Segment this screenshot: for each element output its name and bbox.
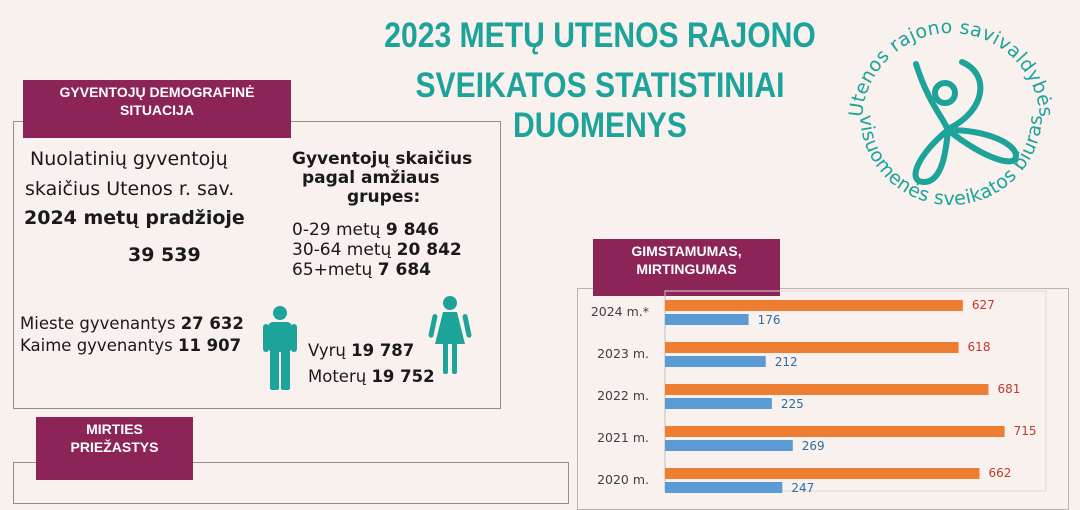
logo-figure-icon <box>916 62 1016 182</box>
bar-series-2 <box>665 398 772 409</box>
age-group-label: 65+metų <box>292 260 373 280</box>
population-text-line-2: skaičius Utenos r. sav. <box>25 178 235 200</box>
age-group-label: 0-29 metų <box>292 220 381 240</box>
age-group-value: 7 684 <box>377 260 431 280</box>
bar-series-2 <box>665 482 782 493</box>
data-label-series-2: 212 <box>774 355 798 369</box>
age-groups-title-3: grupes: <box>347 187 421 207</box>
logo-text-top: Utenos rajono savivaldybės <box>844 15 1057 119</box>
men-count <box>308 341 414 360</box>
rural-label: Kaime gyvenantys <box>20 336 173 355</box>
male-icon <box>263 306 297 392</box>
age-groups-title-1: Gyventojų skaičius <box>292 149 473 169</box>
bar-series-1 <box>665 300 963 311</box>
demography-tag-line-2: SITUACIJA <box>120 102 194 118</box>
rural-value: 11 907 <box>177 336 242 355</box>
age-group-65-plus <box>292 260 431 280</box>
bar-series-1 <box>665 384 988 395</box>
births-deaths-tag-line-2: MIRTINGUMAS <box>636 261 737 277</box>
data-label-series-1: 681 <box>997 382 1021 396</box>
data-label-series-2: 247 <box>791 481 815 495</box>
rural-population <box>20 336 241 355</box>
data-label-series-2: 176 <box>757 313 781 327</box>
bar-series-2 <box>665 314 749 325</box>
births-deaths-tag <box>593 239 780 296</box>
data-label-series-2: 269 <box>801 439 825 453</box>
births-deaths-chart <box>578 289 1066 495</box>
bar-series-1 <box>665 468 979 479</box>
age-group-label: 30-64 metų <box>292 240 392 260</box>
population-text-line-1: Nuolatinių gyventojų <box>30 148 228 170</box>
population-total-value: 39 539 <box>128 244 201 266</box>
page-title-line-1: 2023 METŲ UTENOS RAJONO <box>384 16 816 55</box>
bar-series-1 <box>665 426 1005 437</box>
page-title-line-2: SVEIKATOS STATISTINIAI DUOMENYS <box>415 66 785 145</box>
age-groups-title-2: pagal amžiaus <box>302 168 440 188</box>
category-tick-label: 2021 m. <box>597 430 649 445</box>
data-label-series-1: 715 <box>1013 424 1037 438</box>
demography-tag <box>23 80 291 138</box>
data-label-series-1: 662 <box>988 466 1012 480</box>
women-value: 19 752 <box>371 367 435 386</box>
data-label-series-1: 618 <box>967 340 991 354</box>
age-group-value: 20 842 <box>396 240 462 260</box>
female-icon <box>433 296 467 376</box>
urban-value: 27 632 <box>180 314 244 333</box>
logo-emblem <box>838 14 1064 224</box>
category-tick-label: 2024 m.* <box>590 304 649 319</box>
bar-series-1 <box>665 342 959 353</box>
category-tick-label: 2022 m. <box>597 388 649 403</box>
bar-series-2 <box>665 356 766 367</box>
age-group-0-29 <box>292 220 439 240</box>
urban-label: Mieste gyvenantys <box>20 314 176 333</box>
data-label-series-1: 627 <box>971 298 995 312</box>
men-value: 19 787 <box>351 341 415 360</box>
death-causes-tag <box>36 417 193 480</box>
logo-text-bottom: visuomenės sveikatos biuras <box>854 114 1048 211</box>
death-causes-tag-line-2: PRIEŽASTYS <box>70 439 159 455</box>
men-label: Vyrų <box>308 341 346 360</box>
age-group-value: 9 846 <box>385 220 440 240</box>
category-tick-label: 2020 m. <box>597 472 649 487</box>
women-count <box>308 367 435 386</box>
death-causes-tag-line-1: MIRTIES <box>86 421 143 437</box>
bar-series-2 <box>665 440 793 451</box>
age-group-30-64 <box>292 240 462 260</box>
population-text-line-3: 2024 metų pradžioje <box>24 207 245 229</box>
data-label-series-2: 225 <box>780 397 804 411</box>
women-label: Moterų <box>308 367 367 386</box>
births-deaths-tag-line-1: GIMSTAMUMAS, <box>631 243 742 259</box>
demography-tag-line-1: GYVENTOJŲ DEMOGRAFINĖ <box>59 84 255 100</box>
category-tick-label: 2023 m. <box>597 346 649 361</box>
urban-population <box>20 314 244 333</box>
